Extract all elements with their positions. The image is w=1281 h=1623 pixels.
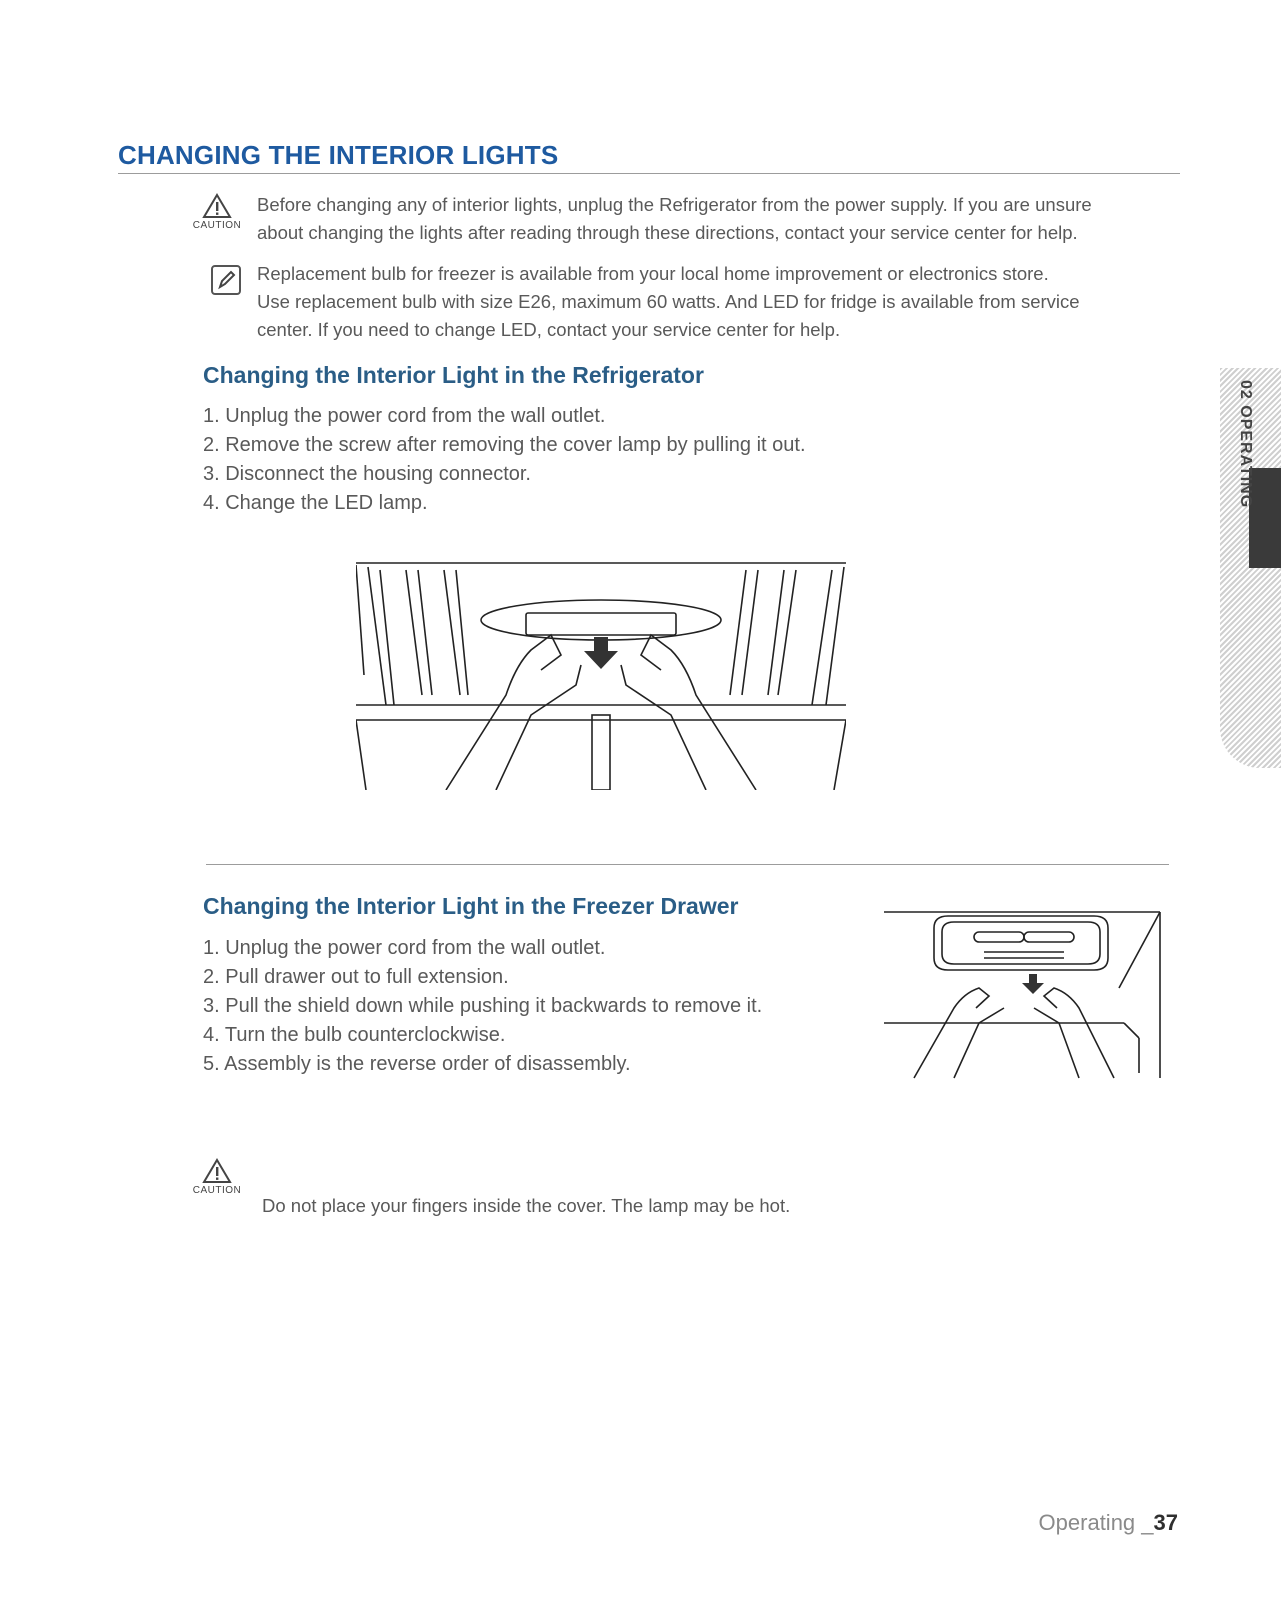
section-divider (206, 864, 1169, 865)
list-item: 1. Unplug the power cord from the wall outlet. (203, 937, 606, 959)
note-line-3: center. If you need to change LED, contact your service center for help. (257, 319, 841, 340)
list-item: 2. Remove the screw after removing the cover lamp by pulling it out. (203, 434, 806, 456)
caution-triangle-icon (202, 1158, 232, 1184)
list-item: 1. Unplug the power cord from the wall outlet. (203, 405, 606, 427)
freezer-steps-list (203, 934, 762, 1079)
caution-label: CAUTION (192, 1185, 242, 1196)
freezer-light-illustration (884, 908, 1166, 1080)
note-pencil-icon (211, 265, 241, 295)
title-divider (118, 173, 1180, 174)
list-item: 4. Change the LED lamp. (203, 492, 428, 514)
chapter-side-tab-label: 02 OPERATING (1237, 380, 1254, 509)
refrigerator-light-illustration (356, 555, 846, 790)
page-footer (1039, 1510, 1178, 1536)
list-item: 2. Pull drawer out to full extension. (203, 966, 509, 988)
freezer-section-title: Changing the Interior Light in the Freezer Drawer (203, 893, 739, 919)
list-item: 3. Pull the shield down while pushing it backwards to remove it. (203, 995, 763, 1017)
note-line-2: Use replacement bulb with size E26, maximum 60 watts. And LED for fridge is available from service (257, 291, 1080, 312)
caution-bottom-text: Do not place your fingers inside the cover. The lamp may be hot. (262, 1195, 791, 1216)
refrigerator-steps-list (203, 402, 806, 518)
caution-block-bottom-icon (188, 1158, 246, 1196)
page-title: CHANGING THE INTERIOR LIGHTS (118, 140, 559, 170)
page-number: 37 (1153, 1510, 1178, 1535)
refrigerator-section-title: Changing the Interior Light in the Refrigerator (203, 362, 704, 388)
note-line-1: Replacement bulb for freezer is available from your local home improvement or electronics store. (257, 263, 1049, 284)
list-item: 5. Assembly is the reverse order of disassembly. (203, 1053, 631, 1075)
caution-triangle-icon (202, 193, 232, 219)
caution-top-line-2: about changing the lights after reading through these directions, contact your service center for help. (257, 222, 1078, 243)
footer-section-name: Operating _ (1038, 1510, 1154, 1535)
caution-block-top-icon (188, 193, 246, 231)
caution-top-line-1: Before changing any of interior lights, unplug the Refrigerator from the power supply. If you are unsure (257, 194, 1092, 215)
caution-label: CAUTION (192, 220, 242, 231)
list-item: 4. Turn the bulb counterclockwise. (203, 1024, 506, 1046)
list-item: 3. Disconnect the housing connector. (203, 463, 531, 485)
